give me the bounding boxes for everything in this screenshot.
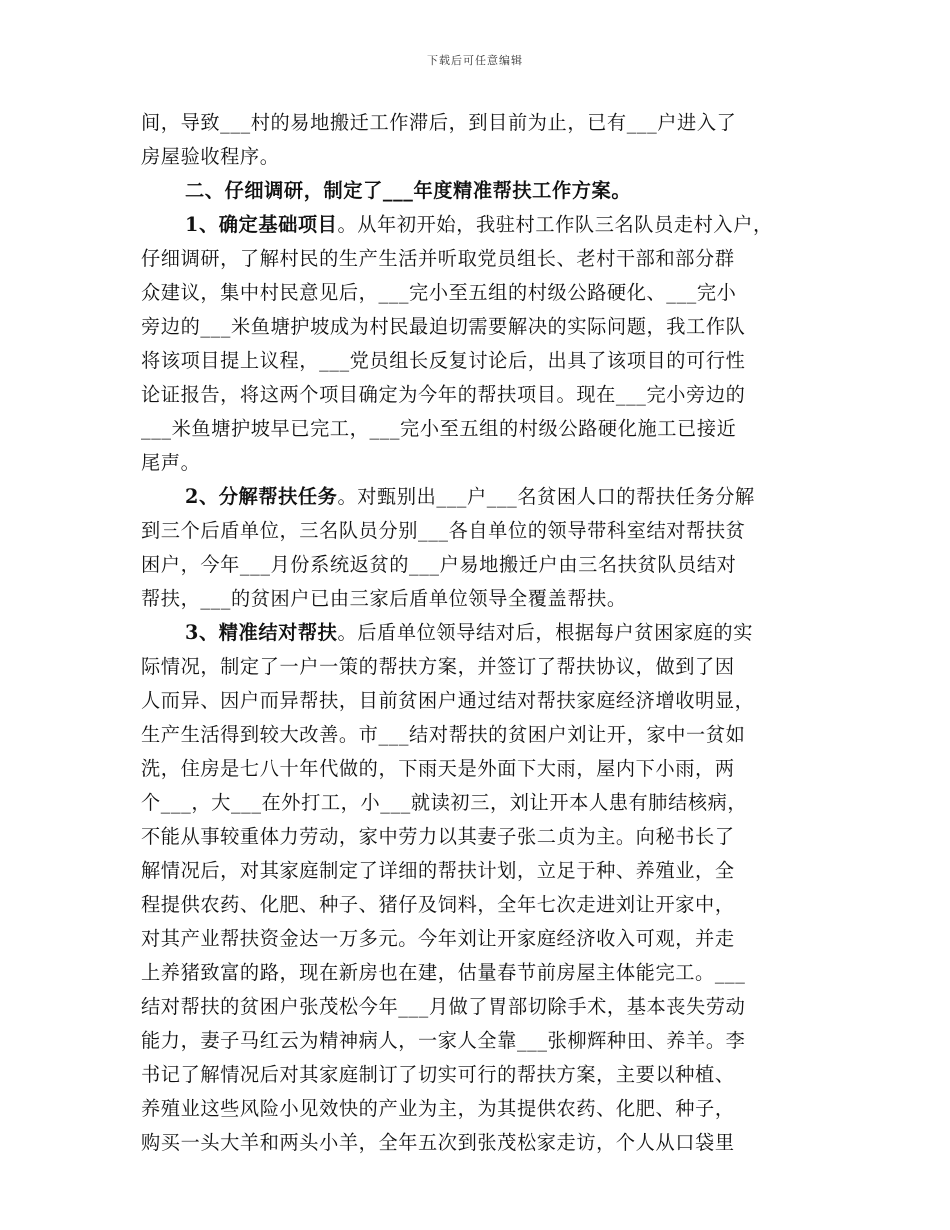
text-line: 洗，住房是七八十年代做的，下雨天是外面下大雨，屋内下小雨，两	[141, 757, 735, 780]
text-line: ___米鱼塘护坡早已完工，___完小至五组的村级公路硬化施工已接近	[141, 417, 737, 440]
text-line: 生产生活得到较大改善。市___结对帮扶的贫困户刘让开，家中一贫如	[141, 723, 746, 746]
text-line: 程提供农药、化肥、种子、猪仔及饲料，全年七次走进刘让开家中，	[141, 893, 735, 916]
text-line: 人而异、因户而异帮扶，目前贫困户通过结对帮扶家庭经济增收明显，	[141, 689, 755, 712]
text-line: 到三个后盾单位，三名队员分别___各自单位的领导带科室结对帮扶贫	[141, 519, 746, 542]
text-line: 尾声。	[141, 451, 201, 474]
text-line: 仔细调研，了解村民的生产生活并听取党员组长、老村干部和部分群	[141, 247, 735, 270]
text-line: 不能从事较重体力劳动，家中劳力以其妻子张二贞为主。向秘书长了	[141, 825, 735, 848]
item-lead: 3、精准结对帮扶	[185, 621, 338, 644]
text-line: 将该项目提上议程，___党员组长反复讨论后，出具了该项目的可行性	[141, 349, 746, 372]
text-line: 间，导致___村的易地搬迁工作滞后，到目前为止，已有___户进入了	[141, 111, 737, 134]
text-line: 购买一头大羊和两头小羊，全年五次到张茂松家走访，个人从口袋里	[141, 1131, 735, 1154]
text-line: 旁边的___米鱼塘护坡成为村民最迫切需要解决的实际问题，我工作队	[141, 315, 746, 338]
text-span: 。后盾单位领导结对后，根据每户贫困家庭的实	[337, 621, 754, 644]
item-lead: 2、分解帮扶任务	[185, 485, 338, 508]
section-heading: 二、仔细调研，制定了___年度精准帮扶工作方案。	[185, 179, 632, 202]
text-line: 对其产业帮扶资金达一万多元。今年刘让开家庭经济收入可观，并走	[141, 927, 735, 950]
text-line: 书记了解情况后对其家庭制订了切实可行的帮扶方案，主要以种植、	[141, 1063, 735, 1086]
text-line: 养殖业这些风险小见效快的产业为主，为其提供农药、化肥、种子，	[141, 1097, 735, 1120]
text-line	[141, 208, 827, 242]
text-line: 论证报告，将这两个项目确定为今年的帮扶项目。现在___完小旁边的	[141, 383, 746, 406]
text-line: 帮扶，___的贫困户已由三家后盾单位领导全覆盖帮扶。	[141, 587, 627, 610]
text-line: 众建议，集中村民意见后，___完小至五组的村级公路硬化、___完小	[141, 281, 737, 304]
text-span: 。对甄别出___户___名贫困人口的帮扶任务分解	[337, 485, 755, 508]
text-line: 困户，今年___月份系统返贫的___户易地搬迁户由三名扶贫队员结对	[141, 553, 737, 576]
text-line	[141, 480, 827, 514]
text-line: 个___，大___在外打工，小___就读初三，刘让开本人患有肺结核病，	[141, 791, 748, 814]
text-line: 能力，妻子马红云为精神病人，一家人全靠___张柳辉种田、养羊。李	[141, 1029, 746, 1052]
document-body	[141, 106, 827, 1160]
text-line: 际情况，制定了一户一策的帮扶方案，并签订了帮扶协议，做到了因	[141, 655, 735, 678]
page-header: 下载后可任意编辑	[427, 54, 523, 67]
text-line	[141, 616, 827, 650]
item-lead: 1、确定基础项目	[185, 213, 338, 236]
text-line: 解情况后，对其家庭制定了详细的帮扶计划，立足于种、养殖业，全	[141, 859, 735, 882]
text-line: 房屋验收程序。	[141, 145, 280, 168]
text-line: 上养猪致富的路，现在新房也在建，估量春节前房屋主体能完工。___	[141, 961, 746, 984]
text-span: 。从年初开始，我驻村工作队三名队员走村入户，	[337, 213, 773, 236]
text-line: 结对帮扶的贫困户张茂松今年___月做了胃部切除手术，基本丧失劳动	[141, 995, 746, 1018]
